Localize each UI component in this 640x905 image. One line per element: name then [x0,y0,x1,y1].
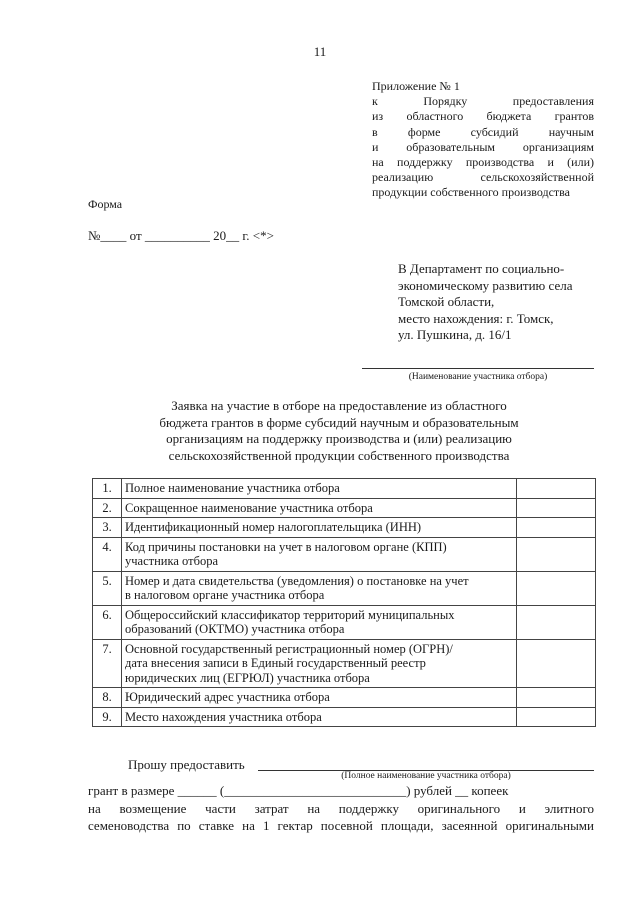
row-label-line: Номер и дата свидетельства (уведомления) о постановке на учет [125,573,469,588]
appendix-line: реализацию сельскохозяйственной [372,170,594,185]
row-number: 8. [93,688,122,708]
appendix-line: и образовательным организациям [372,139,594,154]
appendix-line: к Порядку предоставления [372,94,594,109]
row-value-cell[interactable] [517,707,596,727]
table-row [93,571,596,605]
row-label [122,537,517,571]
addressee-line: экономическому развитию села [398,277,573,293]
row-value-cell[interactable] [517,479,596,499]
addressee-line: место нахождения: г. Томск, [398,310,554,326]
table-row [93,688,596,708]
row-label [122,518,517,538]
row-label-line: Идентификационный номер налогоплательщика (ИНН) [125,520,422,534]
row-number: 7. [93,639,122,688]
heading-line: Заявка на участие в отборе на предоставление из областного [171,398,507,413]
application-table [92,478,596,727]
row-label-line: образований (ОКТМО) участника отбора [125,622,345,636]
row-label-line: юридических лиц (ЕГРЮЛ) участника отбора [125,670,370,685]
table-row [93,537,596,571]
purpose-line: семеноводства по ставке на 1 гектар посевной площади, засеянной оригинальными [88,818,594,833]
purpose-line: на возмещение части затрат на поддержку оригинального и элитного [88,801,594,816]
row-number: 9. [93,707,122,727]
form-label: Форма [88,197,123,211]
row-label-line: Место нахождения участника отбора [125,709,322,724]
row-label [122,639,517,688]
row-number: 1. [93,479,122,499]
row-label-line: Общероссийский классификатор территорий муниципальных [125,607,455,622]
row-label-line: дата внесения записи в Единый государственный реестр [125,656,426,670]
participant-name-caption: (Наименование участника отбора) [408,372,548,382]
row-label [122,479,517,499]
row-value-cell[interactable] [517,518,596,538]
addressee-block [398,261,598,344]
row-label-line: участника отбора [125,554,218,568]
row-label [122,498,517,518]
appendix-line: в форме субсидий научным [372,124,594,139]
addressee-line: Томской области, [398,294,495,309]
request-caption: (Полное наименование участника отбора) [341,771,511,781]
row-value-cell[interactable] [517,688,596,708]
request-label: Прошу предоставить [128,757,245,772]
row-value-cell[interactable] [517,498,596,518]
row-label-line: Основной государственный регистрационный номер (ОГРН)/ [125,641,453,656]
row-label-line: Код причины постановки на учет в налоговом органе (КПП) [125,539,447,554]
row-label [122,571,517,605]
row-number: 4. [93,537,122,571]
addressee-line: В Департамент по социально- [398,261,565,276]
appendix-title: Приложение № 1 [372,79,460,93]
table-row [93,518,596,538]
row-value-cell[interactable] [517,605,596,639]
row-number: 6. [93,605,122,639]
appendix-line: продукции собственного производства [372,185,570,200]
grant-amount-line: грант в размере ______ (____________________________) рублей __ копеек [88,783,509,798]
heading-line: организациям на поддержку производства и (или) реализацию [166,431,512,446]
table-row [93,707,596,727]
row-number: 3. [93,518,122,538]
addressee-line: ул. Пушкина, д. 16/1 [398,327,512,342]
row-label-line: Полное наименование участника отбора [125,481,340,495]
row-number: 2. [93,498,122,518]
participant-name-field[interactable] [362,368,594,369]
row-label [122,605,517,639]
table-row [93,639,596,688]
table-row [93,498,596,518]
table-row [93,479,596,499]
row-label [122,707,517,727]
row-value-cell[interactable] [517,571,596,605]
page-number: 11 [313,44,327,59]
row-label-line: Сокращенное наименование участника отбора [125,500,373,515]
application-heading [120,398,558,464]
row-value-cell[interactable] [517,537,596,571]
heading-line: бюджета грантов в форме субсидий научным и образовательным [159,414,519,430]
appendix-block [372,79,594,201]
row-value-cell[interactable] [517,639,596,688]
row-number: 5. [93,571,122,605]
table-row [93,605,596,639]
row-label [122,688,517,708]
heading-line: сельскохозяйственной продукции собственного производства [168,447,510,463]
row-label-line: в налоговом органе участника отбора [125,588,325,602]
appendix-line: из областного бюджета грантов [372,109,594,124]
document-number-line: №____ от __________ 20__ г. <*> [88,228,274,243]
appendix-line: на поддержку производства и (или) [372,155,594,170]
row-label-line: Юридический адрес участника отбора [125,690,330,704]
